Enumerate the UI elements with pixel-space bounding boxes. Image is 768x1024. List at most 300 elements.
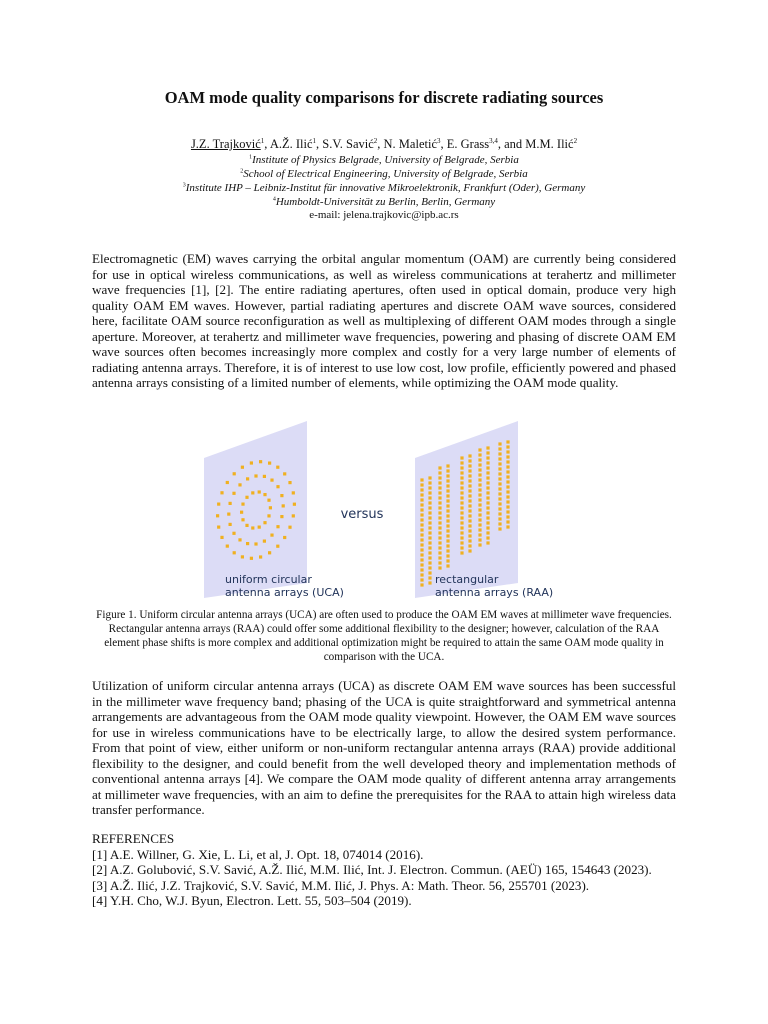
raa-element (428, 491, 431, 494)
raa-element (438, 541, 441, 544)
raa-element (498, 477, 501, 480)
raa-element (446, 464, 449, 467)
raa-element (420, 578, 423, 581)
raa-element (468, 504, 471, 507)
uca-element (268, 462, 271, 465)
uca-element (226, 545, 229, 548)
raa-element (446, 514, 449, 517)
raa-element (498, 447, 501, 450)
raa-element (438, 466, 441, 469)
raa-element (438, 566, 441, 569)
raa-element (506, 475, 509, 478)
raa-element (460, 461, 463, 464)
uca-element (259, 460, 262, 463)
uca-element (269, 506, 272, 509)
raa-element (460, 516, 463, 519)
uca-element (241, 518, 244, 521)
raa-element (446, 474, 449, 477)
raa-element (478, 508, 481, 511)
raa-element (486, 516, 489, 519)
uca-element (258, 490, 261, 493)
raa-element (498, 522, 501, 525)
raa-element (498, 467, 501, 470)
raa-element (498, 492, 501, 495)
raa-element (486, 466, 489, 469)
raa-element (468, 464, 471, 467)
raa-element (468, 539, 471, 542)
raa-element (506, 510, 509, 513)
raa-element (446, 499, 449, 502)
uca-element (267, 499, 270, 502)
raa-element (478, 533, 481, 536)
references-section (92, 831, 692, 909)
raa-element (428, 531, 431, 534)
raa-element (438, 491, 441, 494)
uca-element (233, 472, 236, 475)
uca-element (217, 526, 220, 529)
raa-element (446, 509, 449, 512)
uca-element (229, 502, 232, 505)
raa-element (498, 527, 501, 530)
uca-panel (204, 421, 307, 598)
raa-element (438, 511, 441, 514)
raa-element (460, 471, 463, 474)
raa-element (446, 519, 449, 522)
figure-1 (200, 418, 554, 603)
raa-element (506, 500, 509, 503)
uca-element (246, 477, 249, 480)
paper-title: OAM mode quality comparisons for discrete radiating sources (164, 88, 604, 107)
raa-element (428, 511, 431, 514)
raa-element (486, 521, 489, 524)
raa-element (420, 573, 423, 576)
raa-element (446, 479, 449, 482)
raa-element (420, 533, 423, 536)
raa-element (428, 501, 431, 504)
uca-element (283, 536, 286, 539)
uca-element (276, 545, 279, 548)
raa-element (420, 553, 423, 556)
uca-element (259, 555, 262, 558)
raa-element (420, 518, 423, 521)
raa-element (420, 558, 423, 561)
raa-element (460, 506, 463, 509)
raa-element (428, 526, 431, 529)
raa-element (478, 538, 481, 541)
author-affiliation-mark: 1 (312, 136, 317, 145)
raa-element (486, 541, 489, 544)
reference-item: [4] Y.H. Cho, W.J. Byun, Electron. Lett. 55, 503–504 (2019). (92, 893, 412, 909)
raa-element (420, 563, 423, 566)
raa-element (428, 496, 431, 499)
raa-element (428, 516, 431, 519)
raa-element (498, 517, 501, 520)
raa-element (460, 541, 463, 544)
raa-element (478, 448, 481, 451)
uca-element (232, 532, 235, 535)
raa-element (420, 483, 423, 486)
affiliation-mark: 2 (240, 168, 244, 175)
raa-element (498, 462, 501, 465)
raa-element (428, 556, 431, 559)
author-affiliation-mark: 1 (260, 136, 265, 145)
author-affiliation-mark: 3 (437, 136, 441, 145)
uca-element (263, 475, 266, 478)
raa-element (478, 473, 481, 476)
raa-element (428, 576, 431, 579)
raa-element (506, 455, 509, 458)
uca-element (240, 511, 243, 514)
uca-element (263, 540, 266, 543)
raa-element (428, 481, 431, 484)
uca-element (283, 472, 286, 475)
author-name: J.Z. Trajković (190, 137, 261, 151)
raa-element (506, 440, 509, 443)
raa-element (420, 523, 423, 526)
raa-element (468, 489, 471, 492)
raa-element (478, 528, 481, 531)
affiliation-4 (0, 195, 768, 209)
affiliation-1 (0, 153, 768, 167)
uca-element (292, 514, 295, 517)
raa-element (420, 508, 423, 511)
raa-element (446, 469, 449, 472)
uca-element (227, 513, 230, 516)
raa-element (478, 463, 481, 466)
uca-element (288, 481, 291, 484)
raa-element (468, 509, 471, 512)
raa-element (478, 543, 481, 546)
raa-element (468, 544, 471, 547)
uca-element (250, 461, 253, 464)
raa-element (478, 493, 481, 496)
raa-element (438, 496, 441, 499)
raa-element (428, 476, 431, 479)
reference-item: [3] A.Ž. Ilić, J.Z. Trajković, S.V. Savić, M.M. Ilić, J. Phys. A: Math. Theor. 56, 255701 (2023). (92, 877, 590, 893)
raa-element (478, 458, 481, 461)
raa-element (438, 486, 441, 489)
uca-element (282, 504, 285, 507)
raa-element (478, 483, 481, 486)
uca-element (270, 479, 273, 482)
raa-element (446, 529, 449, 532)
raa-element (486, 461, 489, 464)
uca-element (241, 555, 244, 558)
raa-element (486, 506, 489, 509)
raa-element (428, 506, 431, 509)
raa-element (460, 531, 463, 534)
raa-element (420, 498, 423, 501)
raa-element (446, 524, 449, 527)
raa-element (460, 456, 463, 459)
raa-element (428, 581, 431, 584)
uca-element (251, 491, 254, 494)
raa-element (506, 495, 509, 498)
uca-element (280, 494, 283, 497)
raa-element (506, 445, 509, 448)
raa-element (486, 481, 489, 484)
uca-element (241, 466, 244, 469)
raa-element (460, 476, 463, 479)
raa-element (498, 497, 501, 500)
raa-element (486, 456, 489, 459)
raa-element (428, 561, 431, 564)
raa-element (460, 511, 463, 514)
author-name: M.M. Ilić (525, 137, 574, 151)
raa-element (498, 512, 501, 515)
uca-element (293, 503, 296, 506)
raa-element (446, 504, 449, 507)
uca-element (280, 515, 283, 518)
abstract-paragraph: Electromagnetic (EM) waves carrying the orbital angular momentum (OAM) are currently being considered for use in optical wireless communications, as well as wireless communications at terahertz and millimeter wave frequencies [1], [2]. The entire radiating apertures, often used in optical domain, produce very high quality OAM EM waves. However, partial radiating apertures and discrete OAM wave sources, considered here, facilitate OAM source reconfiguration as well as multiplexing of different OAM modes through a single aperture. Moreover, at terahertz and millimeter wave frequencies, powering and phasing of discrete OAM EM wave sources often becomes increasingly more complex and costly for a very large number of elements of radiating antenna arrays. Therefore, it is of interest to use low cost, low profile, efficiently powered and phased antenna arrays consisting of a limited number of elements, while optimizing the OAM mode quality. (92, 251, 676, 390)
raa-element (506, 485, 509, 488)
raa-label-line2: antenna arrays (RAA) (435, 586, 554, 599)
raa-element (420, 513, 423, 516)
raa-element (460, 521, 463, 524)
author-name: A.Ž. Ilić (269, 137, 313, 151)
uca-element (232, 492, 235, 495)
uca-element (226, 481, 229, 484)
raa-element (468, 459, 471, 462)
uca-element (250, 557, 253, 560)
raa-element (498, 502, 501, 505)
uca-element (238, 538, 241, 541)
raa-element (420, 503, 423, 506)
author-name: E. Grass (446, 137, 490, 151)
author-affiliation-mark: 2 (373, 136, 378, 145)
raa-element (460, 496, 463, 499)
uca-element (258, 526, 261, 529)
uca-element (263, 493, 266, 496)
raa-element (460, 536, 463, 539)
uca-label-line2: antenna arrays (UCA) (225, 586, 344, 599)
raa-element (506, 525, 509, 528)
raa-element (468, 454, 471, 457)
raa-element (478, 453, 481, 456)
body-paragraph: Utilization of uniform circular antenna arrays (UCA) as discrete OAM EM wave sources has been successful in the millimeter wave frequency band; phasing of the UCA is quite straightforward and symmetrical antenna arrangements are advantageous from the OAM mode quality viewpoint. However, the OAM EM wave sources for use in wireless communications have to be electrically large, to allow the desired system performance. From that point of view, either uniform or non-uniform rectangular antenna arrays (RAA) provide additional flexibility to the designer, and could benefit from the well developed theory and implementation methods of conventional antenna arrays [4]. We compare the OAM mode quality of different antenna array arrangements at millimeter wave frequencies, with an aim to define the prerequisites for the RAA to attain high wireless data transfer performance. (92, 678, 676, 817)
raa-element (478, 488, 481, 491)
raa-element (498, 507, 501, 510)
raa-element (438, 546, 441, 549)
uca-element (288, 526, 291, 529)
raa-element (438, 476, 441, 479)
raa-element (446, 494, 449, 497)
uca-element (229, 523, 232, 526)
raa-element (460, 526, 463, 529)
uca-element (245, 524, 248, 527)
raa-element (420, 493, 423, 496)
raa-element (428, 541, 431, 544)
raa-element (420, 568, 423, 571)
raa-element (468, 499, 471, 502)
raa-element (420, 478, 423, 481)
uca-element (246, 542, 249, 545)
raa-element (468, 524, 471, 527)
raa-element (446, 544, 449, 547)
affiliation-mark: 4 (272, 196, 276, 203)
uca-element (241, 503, 244, 506)
affiliation-text: Institute IHP – Leibniz-Institut für innovative Mikroelektronik, Frankfurt (Oder), Germany (185, 182, 586, 194)
raa-element (420, 538, 423, 541)
raa-element (478, 503, 481, 506)
uca-element (217, 503, 220, 506)
raa-element (486, 526, 489, 529)
raa-element (506, 450, 509, 453)
raa-element (468, 484, 471, 487)
raa-element (438, 516, 441, 519)
raa-element (486, 496, 489, 499)
uca-element (216, 514, 219, 517)
raa-element (420, 548, 423, 551)
reference-item: [2] A.Z. Golubović, S.V. Savić, A.Ž. Ilić, M.M. Ilić, Int. J. Electron. Commun. (AEÜ) 165, 154643 (2023). (92, 862, 652, 878)
raa-element (420, 543, 423, 546)
raa-element (460, 481, 463, 484)
raa-element (428, 566, 431, 569)
author-name: N. Maletić (383, 137, 437, 151)
raa-element (468, 514, 471, 517)
raa-element (468, 519, 471, 522)
raa-element (438, 471, 441, 474)
raa-element (506, 460, 509, 463)
raa-element (478, 518, 481, 521)
raa-element (498, 457, 501, 460)
raa-element (478, 513, 481, 516)
uca-element (233, 551, 236, 554)
raa-element (486, 501, 489, 504)
uca-element (238, 483, 241, 486)
raa-element (460, 501, 463, 504)
raa-element (486, 451, 489, 454)
raa-element (498, 442, 501, 445)
affiliation-text: Institute of Physics Belgrade, University of Belgrade, Serbia (252, 154, 519, 166)
raa-element (506, 505, 509, 508)
raa-element (468, 549, 471, 552)
raa-element (446, 484, 449, 487)
raa-element (460, 486, 463, 489)
raa-element (506, 490, 509, 493)
raa-element (468, 529, 471, 532)
raa-element (438, 531, 441, 534)
raa-element (446, 549, 449, 552)
raa-element (420, 528, 423, 531)
uca-element (268, 551, 271, 554)
raa-element (428, 486, 431, 489)
raa-element (460, 546, 463, 549)
uca-element (270, 534, 273, 537)
raa-element (486, 536, 489, 539)
raa-element (478, 523, 481, 526)
raa-element (446, 539, 449, 542)
raa-element (486, 446, 489, 449)
raa-element (438, 501, 441, 504)
raa-element (460, 491, 463, 494)
raa-element (446, 564, 449, 567)
uca-element (276, 485, 279, 488)
raa-element (506, 480, 509, 483)
uca-element (263, 521, 266, 524)
raa-element (498, 472, 501, 475)
uca-element (220, 536, 223, 539)
raa-element (428, 546, 431, 549)
raa-element (478, 498, 481, 501)
raa-element (438, 481, 441, 484)
raa-element (460, 466, 463, 469)
author-affiliation-mark: 3,4 (489, 136, 498, 145)
uca-element (254, 542, 257, 545)
raa-element (438, 521, 441, 524)
array-comparison-diagram (200, 418, 554, 603)
affiliation-3 (0, 181, 768, 195)
uca-element (220, 491, 223, 494)
raa-element (498, 452, 501, 455)
raa-element (486, 531, 489, 534)
uca-element (292, 491, 295, 494)
raa-element (446, 554, 449, 557)
raa-element (438, 556, 441, 559)
raa-element (438, 506, 441, 509)
contact-email: e-mail: jelena.trajkovic@ipb.ac.rs (309, 209, 459, 221)
raa-element (438, 526, 441, 529)
raa-element (420, 488, 423, 491)
raa-element (438, 536, 441, 539)
raa-label-line1: rectangular (435, 573, 499, 586)
author-conjunction: and (504, 137, 523, 151)
raa-element (446, 534, 449, 537)
raa-element (428, 536, 431, 539)
raa-element (506, 515, 509, 518)
references-heading: REFERENCES (92, 831, 175, 846)
uca-element (245, 496, 248, 499)
raa-element (506, 470, 509, 473)
raa-element (486, 471, 489, 474)
uca-element (276, 466, 279, 469)
raa-element (486, 486, 489, 489)
raa-element (468, 479, 471, 482)
reference-item: [1] A.E. Willner, G. Xie, L. Li, et al, J. Opt. 18, 074014 (2016). (92, 846, 424, 862)
raa-element (468, 469, 471, 472)
raa-element (468, 474, 471, 477)
uca-element (276, 525, 279, 528)
raa-element (498, 487, 501, 490)
uca-element (254, 474, 257, 477)
raa-element (468, 494, 471, 497)
raa-element (468, 534, 471, 537)
raa-element (428, 551, 431, 554)
raa-element (486, 511, 489, 514)
raa-element (428, 571, 431, 574)
uca-element (251, 526, 254, 529)
raa-element (478, 468, 481, 471)
affiliation-2 (0, 167, 768, 181)
figure-caption: Figure 1. Uniform circular antenna arrays (UCA) are often used to produce the OAM EM waves at millimeter wave frequencies. Rectangular antenna arrays (RAA) could offer some additional flexibility to the designer; however, calculation of the RAA element phase shifts is more complex and additional optimization might be required to attain the same OAM mode quality in comparison with the UCA. (96, 609, 672, 663)
raa-element (460, 551, 463, 554)
raa-element (420, 583, 423, 586)
raa-element (446, 489, 449, 492)
uca-label-line1: uniform circular (225, 573, 312, 586)
author-name: S.V. Savić (322, 137, 374, 151)
affiliation-mark: 1 (249, 154, 253, 161)
affiliation-text: Humboldt-Universität zu Berlin, Berlin, Germany (275, 196, 496, 208)
author-affiliation-mark: 2 (573, 136, 578, 145)
raa-element (438, 551, 441, 554)
raa-element (478, 478, 481, 481)
raa-element (506, 520, 509, 523)
raa-element (438, 561, 441, 564)
raa-element (428, 521, 431, 524)
uca-element (267, 514, 270, 517)
affiliation-text: School of Electrical Engineering, University of Belgrade, Serbia (243, 168, 528, 180)
author-list: J.Z. Trajković$^1$, A.Ž. Ilić$^1$, S.V. Savić$^2$, N. Maletić$^3$, E. Grass$^{3,4}$, and M.M. Ilić$^2$ (190, 136, 578, 151)
